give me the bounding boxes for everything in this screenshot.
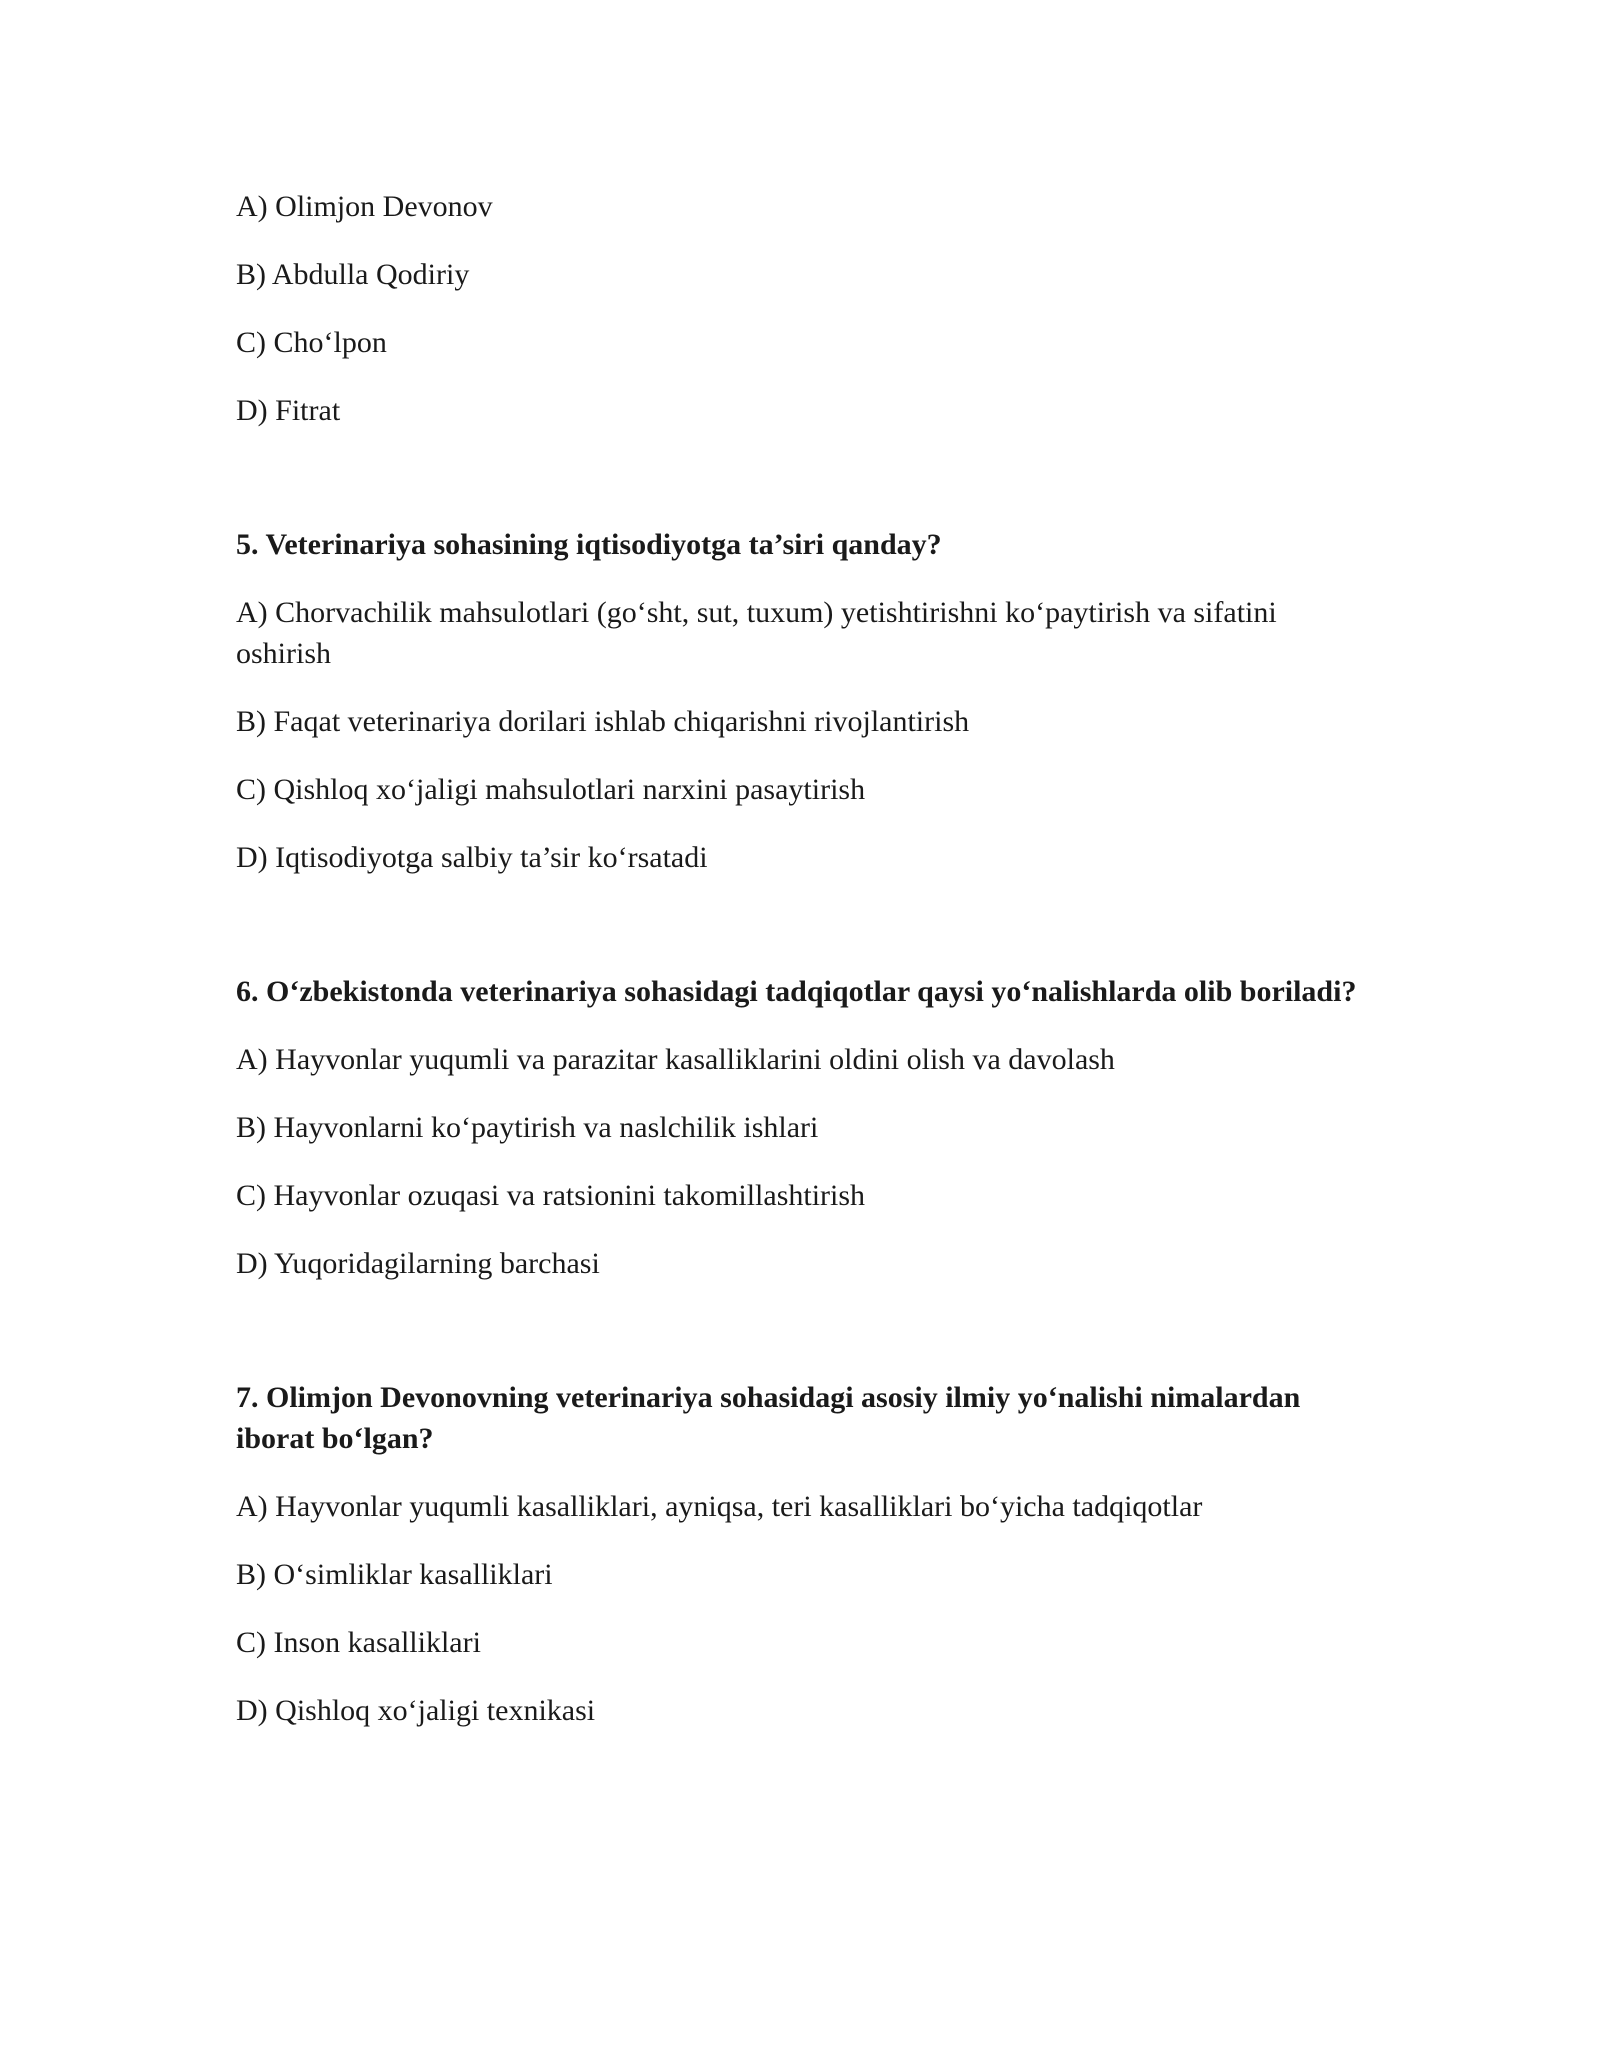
document-content	[236, 186, 1366, 1758]
q7-option-a: A) Hayvonlar yuqumli kasalliklari, ayniqsa, teri kasalliklari bo‘yicha tadqiqotlar	[236, 1490, 1203, 1523]
q4-option-b: B) Abdulla Qodiriy	[236, 258, 470, 291]
spacer	[236, 458, 1366, 524]
q7-option-d: D) Qishloq xo‘jaligi texnikasi	[236, 1694, 596, 1727]
question-6-text: 6. O‘zbekistonda veterinariya sohasidagi tadqiqotlar qaysi yo‘nalishlarda olib boriladi?	[236, 975, 1357, 1008]
q6-option-b: B) Hayvonlarni ko‘paytirish va naslchilik ishlari	[236, 1111, 819, 1144]
q6-option-a: A) Hayvonlar yuqumli va parazitar kasalliklarini oldini olish va davolash	[236, 1043, 1115, 1076]
q7-option-c: C) Inson kasalliklari	[236, 1626, 481, 1659]
q6-option-c: C) Hayvonlar ozuqasi va ratsionini takomillashtirish	[236, 1179, 866, 1212]
question-7-text: 7. Olimjon Devonovning veterinariya sohasidagi asosiy ilmiy yo‘nalishi nimalardan iborat bo‘lgan?	[236, 1381, 1301, 1455]
question-5-text: 5. Veterinariya sohasining iqtisodiyotga ta’siri qanday?	[236, 528, 942, 561]
spacer	[236, 905, 1366, 971]
q5-option-d: D) Iqtisodiyotga salbiy ta’sir ko‘rsatadi	[236, 841, 708, 874]
q4-option-a: A) Olimjon Devonov	[236, 190, 493, 223]
q7-option-b: B) O‘simliklar kasalliklari	[236, 1558, 553, 1591]
q4-option-c: C) Cho‘lpon	[236, 326, 387, 359]
spacer	[236, 1311, 1366, 1377]
q6-option-d: D) Yuqoridagilarning barchasi	[236, 1247, 600, 1280]
q4-option-d: D) Fitrat	[236, 394, 341, 427]
q5-option-a: A) Chorvachilik mahsulotlari (go‘sht, sut, tuxum) yetishtirishni ko‘paytirish va sifatini oshirish	[236, 596, 1277, 670]
q5-option-b: B) Faqat veterinariya dorilari ishlab chiqarishni rivojlantirish	[236, 705, 970, 738]
q5-option-c: C) Qishloq xo‘jaligi mahsulotlari narxini pasaytirish	[236, 773, 866, 806]
